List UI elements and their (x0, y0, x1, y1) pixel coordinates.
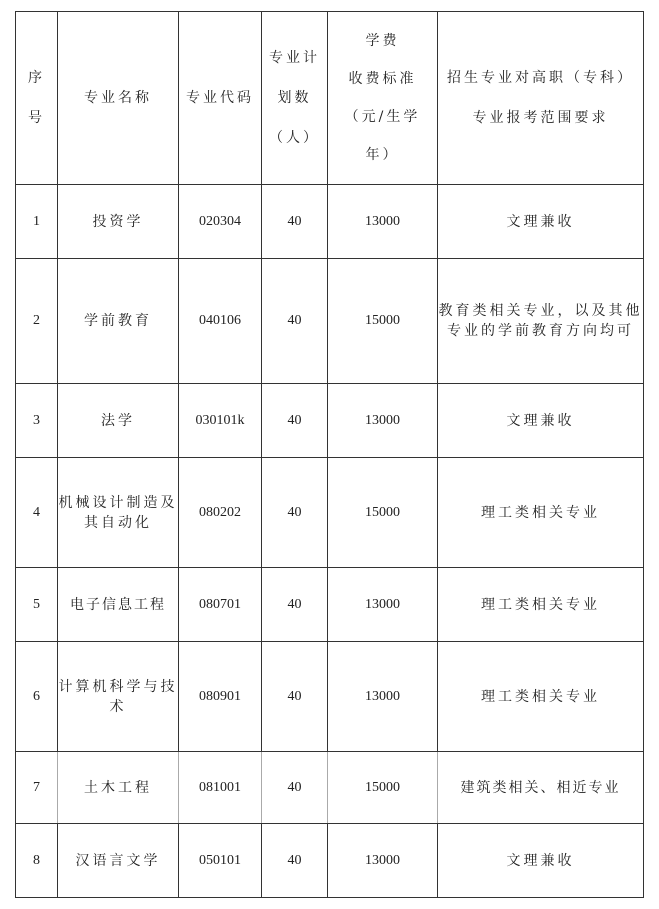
cell-name: 汉语言文学 (58, 824, 179, 898)
cell-scope: 理工类相关专业 (438, 568, 644, 642)
table-row (16, 185, 644, 259)
header-fee-line: 年） (365, 147, 400, 163)
cell-scope: 文理兼收 (438, 384, 644, 458)
cell-scope: 理工类相关专业 (438, 458, 644, 568)
cell-name: 电子信息工程 (58, 568, 179, 642)
cell-seq: 6 (16, 642, 58, 752)
cell-fee: 13000 (328, 642, 438, 752)
header-fee-line: 学费 (365, 33, 400, 49)
cell-fee: 15000 (328, 259, 438, 384)
header-plan-line: （人） (269, 130, 320, 146)
cell-plan: 40 (262, 384, 328, 458)
cell-fee: 13000 (328, 384, 438, 458)
header-fee-line: 收费标准 (348, 71, 417, 87)
table-row (16, 458, 644, 568)
cell-plan: 40 (262, 642, 328, 752)
cell-name: 计算机科学与技术 (58, 642, 179, 752)
header-name: 专业名称 (58, 12, 179, 185)
table-row (16, 384, 644, 458)
header-scope-line: 招生专业对高职（专科） (447, 70, 634, 86)
cell-scope: 教育类相关专业，以及其他专业的学前教育方向均可 (438, 259, 644, 384)
header-seq (16, 12, 58, 185)
cell-code: 080202 (179, 458, 262, 568)
cell-name: 机械设计制造及其自动化 (58, 458, 179, 568)
cell-plan: 40 (262, 568, 328, 642)
cell-plan: 40 (262, 458, 328, 568)
cell-name: 投资学 (58, 185, 179, 259)
cell-scope: 建筑类相关、相近专业 (438, 752, 644, 824)
cell-plan: 40 (262, 824, 328, 898)
cell-seq: 1 (16, 185, 58, 259)
table-row (16, 568, 644, 642)
cell-scope: 理工类相关专业 (438, 642, 644, 752)
cell-seq: 5 (16, 568, 58, 642)
header-plan-line: 划数 (277, 90, 312, 106)
cell-seq: 7 (16, 752, 58, 824)
cell-scope: 文理兼收 (438, 824, 644, 898)
cell-name: 土木工程 (58, 752, 179, 824)
cell-fee: 15000 (328, 752, 438, 824)
cell-code: 080701 (179, 568, 262, 642)
table-row (16, 642, 644, 752)
header-code: 专业代码 (179, 12, 262, 185)
cell-code: 040106 (179, 259, 262, 384)
cell-seq: 3 (16, 384, 58, 458)
cell-seq: 4 (16, 458, 58, 568)
majors-table (15, 11, 644, 898)
header-plan-line: 专业计 (269, 50, 320, 66)
cell-name: 法学 (58, 384, 179, 458)
cell-fee: 15000 (328, 458, 438, 568)
cell-code: 050101 (179, 824, 262, 898)
header-fee (328, 12, 438, 185)
cell-fee: 13000 (328, 185, 438, 259)
header-fee-line: （元/生学 (344, 109, 421, 125)
cell-code: 080901 (179, 642, 262, 752)
cell-code: 030101k (179, 384, 262, 458)
cell-scope: 文理兼收 (438, 185, 644, 259)
table-row (16, 824, 644, 898)
cell-seq: 8 (16, 824, 58, 898)
header-row (16, 12, 644, 185)
cell-plan: 40 (262, 259, 328, 384)
cell-seq: 2 (16, 259, 58, 384)
cell-plan: 40 (262, 185, 328, 259)
table-row (16, 752, 644, 824)
cell-name: 学前教育 (58, 259, 179, 384)
cell-plan: 40 (262, 752, 328, 824)
cell-fee: 13000 (328, 824, 438, 898)
cell-code: 020304 (179, 185, 262, 259)
table-row (16, 259, 644, 384)
header-seq-line: 序 (28, 70, 45, 86)
header-plan (262, 12, 328, 185)
cell-code: 081001 (179, 752, 262, 824)
header-scope (438, 12, 644, 185)
cell-fee: 13000 (328, 568, 438, 642)
header-scope-line: 专业报考范围要求 (472, 110, 609, 126)
header-seq-line: 号 (28, 110, 45, 126)
